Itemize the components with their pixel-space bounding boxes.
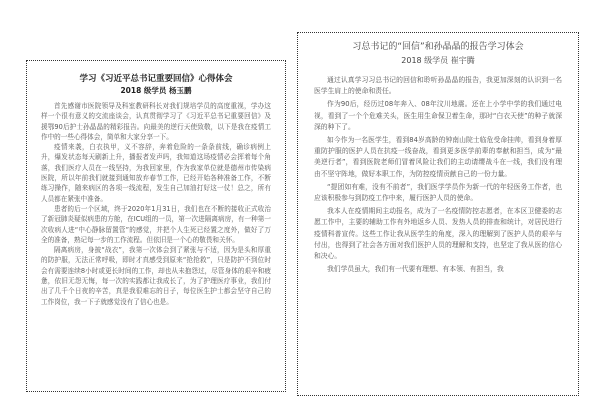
left-document-title: 学习《习近平总书记重要回信》心得体会 <box>79 74 233 84</box>
right-document-author: 2018 级学员 崔宇腾 <box>401 56 475 65</box>
right-paragraph-5: 我本人在疫情期间主动报名，成为了一名疫情防控志愿者，在本区卫健委的志愿工作中，主要的辅助工作有外地返乡人员、发热人员的排查和统计，对居民进行疫情科普宣传。这些工作让我从医学生的角度，深入的理解到了医护人员的艰辛与付出，也得到了社会各方面对我们医护人员的理解和支持，也坚定了我从医的信心和决心。 <box>314 207 562 261</box>
right-paragraph-2: 作为90后，经历过08年奔入、08年汶川地震。还在上小学中学的我们通过电视，看到了一个个危难关头，医生用生命保卫着生命，那时“白衣天使”的种子就深深的种下了。 <box>314 100 562 131</box>
right-document-title: 习总书记的“回信”和孙晶晶的报告学习体会 <box>352 42 524 52</box>
right-paragraph-6: 我们学员虽大，我们有一代要有理想、有本领、有担当，我 <box>327 265 504 274</box>
right-paragraph-3: 如今作为一名医学生，看到84岁高龄的钟南山院士临危受命挂帅，看到身着厚重防护服的医护人员在抗疫一线奋战，看到更多医学前辈的奉献和担当，成为“最美逆行者”，看到医院老师们冒着风险让我们的主动请缨战斗在一线，我们没有理由不坚守阵地，做好本职工作，为防控疫情贡献自己的一份力量。 <box>314 136 562 178</box>
left-paragraph-3: 患者的后一个区域，终于2020年1月31日，我们也在不断的接收正式收治了新冠肺炎疑似病患的方舱，在ICU组的一员，第一次进隔离病房，有一种第一次收病人进“中心静脉留置管”的感觉，并把个人生死已经置之度外，做好了万全的准备，熟记每一步的工作流程。但依旧是一个心的敬畏和关怀。 <box>41 204 271 244</box>
right-document-page <box>297 32 579 396</box>
left-paragraph-2: 疫情来袭，白衣执甲，义不容辞，奔着危险的一条条前线，确诊病例上升，爆发状态每天刷新上升，播报者发声吗，我知道这场疫情必会挥着每个角落，我们医疗人员在一线坚持，为我回家里，作为我家单位就是德州市传染病医院，所以年前我们就接到通知放弃春节工作，已经开始各种准备工作，不断练习操作，随来病区的各项一线流程，发生自己加油打好这一仗！总之，所有人员都在紧张中准备。 <box>41 143 271 203</box>
left-document-author: 2018 级学员 杨玉鹏 <box>120 86 192 95</box>
right-paragraph-4: “提团如有难，没有不前者”，我们医学学员作为新一代的年轻医务工作者，也应该积极参与到防疫工作中来，履行医护人员的使命。 <box>314 182 562 203</box>
right-paragraph-1: 通过认真学习习总书记的回信和聆听孙晶晶的报告，我更加深刻的认识到一名医学生肩上的使命和责任。 <box>314 76 562 96</box>
left-paragraph-1: 首先感谢市医院领导及科室教研科长对我们规培学员的高度重视，学办这样一个很有意义的交流座谈会，认真贯彻学习了《习近平总书记重要回信》及援鄂90后护士孙晶晶的精彩报告。向最美的逆行天使致敬，以下是我在疫情工作中的一些心得体会，简单和大家分享一下。 <box>41 102 271 141</box>
left-paragraph-4: 隔离病房，身披“战衣”，我第一次体会到了紧张与不适，因为是头和厚重的防护服，无法正常呼吸，即时才真感受到原来“抢抢救”，只是防护不到位时会有需要连续8小时或更长时间的工作，却也从未抱怨过，尽管身体的艰辛和疲惫，依旧无怨无悔，每一次的实践都让我成长了，为了护理医疗事业，我们付出了几千个日夜的辛苦，真是我很难忘的日子，每位医生护士都会坚守自己的工作岗位，我一下子就感觉没有了信心也是。 <box>41 246 271 306</box>
left-document-page <box>26 60 286 392</box>
